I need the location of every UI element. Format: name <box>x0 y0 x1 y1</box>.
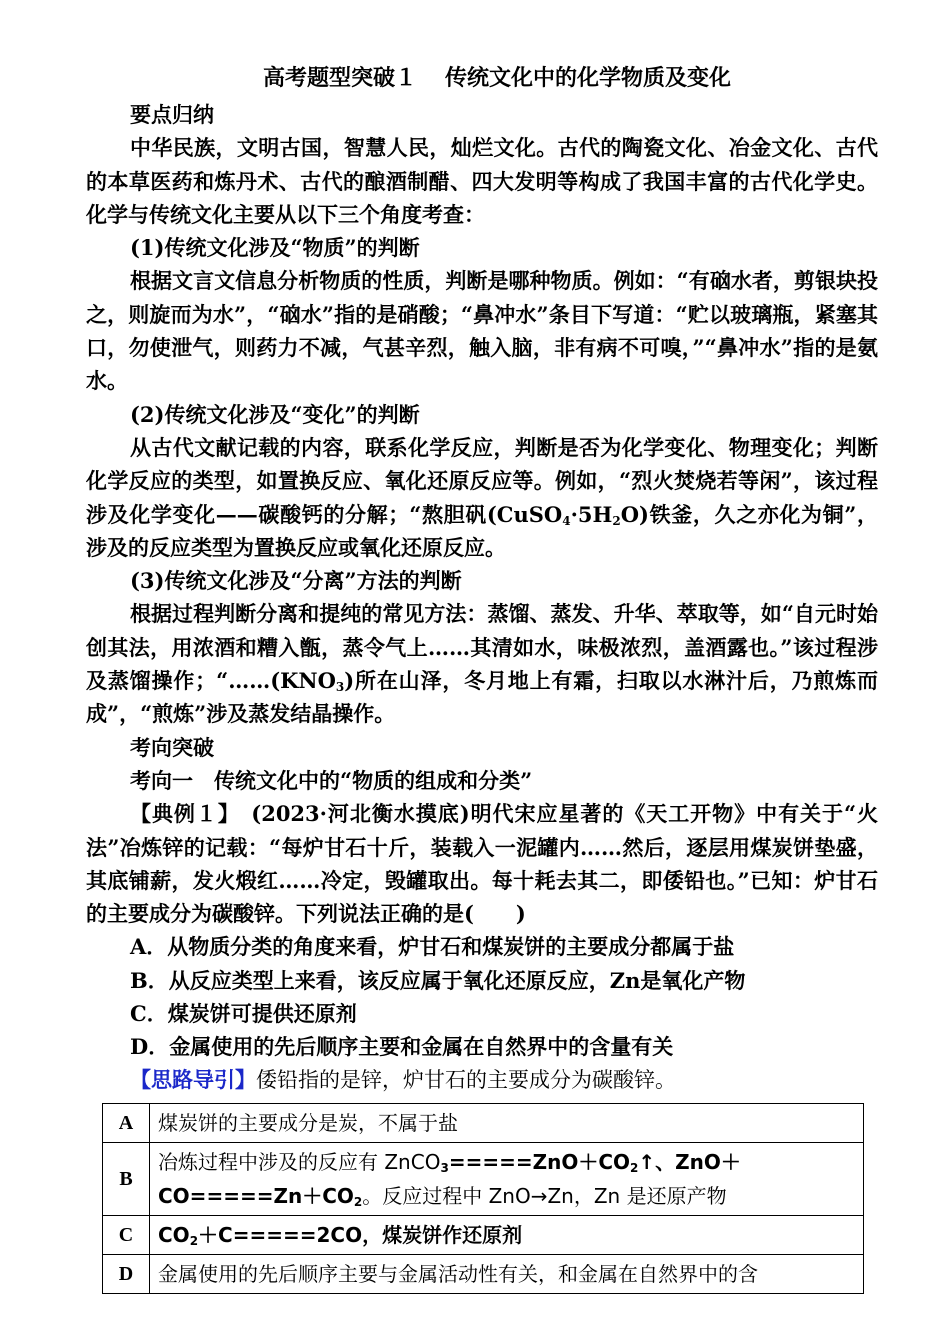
table-row <box>103 1142 864 1215</box>
paragraph-change: 从古代文献记载的内容，联系化学反应，判断是否为化学变化、物理变化；判断化学反应的类型，如置换反应、氧化还原反应等。例如，“烈火焚烧若等闲”，该过程涉及化学变化——碳酸钙的分解；“熬胆矾$(CuSO_4\cdot 5H_2O)$铁釜，久之亦化为铜”，涉及的反应类型为置换反应或氧化还原反应。 <box>86 434 878 560</box>
example-label: 【典例１】 <box>130 801 230 827</box>
row-text: 冶炼过程中涉及的反应有 $ZnCO_3=====ZnO+CO_2↑$、ZnO＋ $CO=====Zn+CO_2$。反应过程中 ZnO→Zn，Zn 是还原产物 <box>150 1142 864 1215</box>
subheading-separation: (3)传统文化涉及“分离”方法的判断 <box>130 568 462 594</box>
paragraph-separation: 根据过程判断分离和提纯的常见方法：蒸馏、蒸发、升华、萃取等，如“自元时始创其法，用浓酒和糟入甑，蒸令气上……其清如水，味极浓烈，盖酒露也。”该过程涉及蒸馏操作；“$\dots\dots(KNO_3)$所在山泽，冬月地上有霜，扫取以水淋汁后，乃煎炼而成”，“煎炼”涉及蒸发结晶操作。 <box>86 601 878 727</box>
row-text: $CO_2+C=====2CO$，煤炭饼作还原剂 <box>150 1215 864 1254</box>
row-key: C <box>103 1215 150 1254</box>
row-key: A <box>103 1103 150 1142</box>
subheading-change: (2)传统文化涉及“变化”的判断 <box>130 401 420 427</box>
choice-c: C．煤炭饼可提供还原剂 <box>130 1001 357 1027</box>
choice-d: D．金属使用的先后顺序主要和金属在自然界中的含量有关 <box>130 1034 674 1060</box>
guide-paragraph: 【思路导引】倭铅指的是锌，炉甘石的主要成分为碳酸锌。 <box>130 1067 676 1092</box>
table-row <box>103 1103 864 1142</box>
row-key: D <box>103 1254 150 1293</box>
intro-paragraph: 中华民族，文明古国，智慧人民，灿烂文化。古代的陶瓷文化、冶金文化、古代的本草医药和炼丹术、古代的酿酒制醋、四大发明等构成了我国丰富的古代化学史。化学与传统文化主要从以下三个角度考查： <box>86 135 878 227</box>
example-question: 【典例１】 (2023·河北衡水摸底)明代宋应星著的《天工开物》中有关于“火法”冶炼锌的记载：“每炉甘石十斤，装载入一泥罐内……然后，逐层用煤炭饼垫盛，其底铺薪，发火煅红……冷定，毁罐取出。每十耗去其二，即倭铅也。”已知：炉甘石的主要成分为碳酸锌。下列说法正确的是( ) <box>86 801 878 927</box>
page-title <box>86 62 878 94</box>
guide-label: 【思路导引】 <box>130 1067 256 1092</box>
section-heading-breakthrough: 考向突破 <box>130 734 214 760</box>
title-prefix: 高考题型突破１ <box>262 65 417 91</box>
table-row <box>103 1254 864 1293</box>
document-page <box>86 62 878 1294</box>
section-heading-points: 要点归纳 <box>130 102 214 127</box>
direction-heading: 考向一 传统文化中的“物质的组成和分类” <box>130 767 533 793</box>
analysis-table <box>102 1103 864 1294</box>
row-text: 金属使用的先后顺序主要与金属活动性有关，和金属在自然界中的含 <box>150 1254 864 1293</box>
table-row <box>103 1215 864 1254</box>
choice-b: B．从反应类型上来看，该反应属于氧化还原反应，Zn是氧化产物 <box>130 967 746 993</box>
title-main: 传统文化中的化学物质及变化 <box>445 65 732 91</box>
paragraph-substance: 根据文言文信息分析物质的性质，判断是哪种物质。例如：“有硇水者，剪银块投之，则旋而为水”，“硇水”指的是硝酸；“鼻冲水”条目下写道：“贮以玻璃瓶，紧塞其口，勿使泄气，则药力不减，气甚辛烈，触入脑，非有病不可嗅，”“鼻冲水”指的是氨水。 <box>86 268 878 394</box>
choice-a: A．从物质分类的角度来看，炉甘石和煤炭饼的主要成分都属于盐 <box>130 934 735 960</box>
row-key: B <box>103 1142 150 1215</box>
row-text: 煤炭饼的主要成分是炭，不属于盐 <box>150 1103 864 1142</box>
subheading-substance: (1)传统文化涉及“物质”的判断 <box>130 235 420 261</box>
